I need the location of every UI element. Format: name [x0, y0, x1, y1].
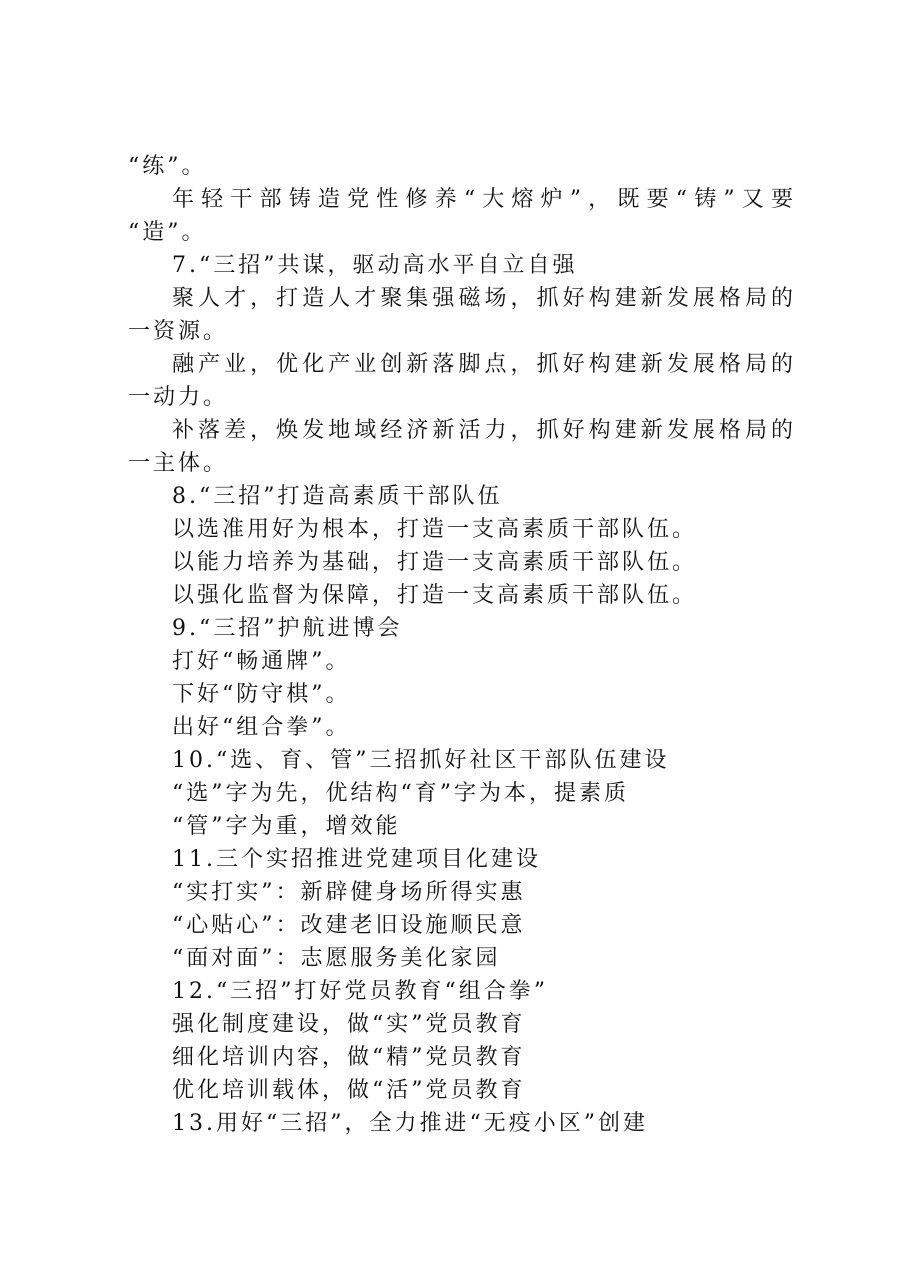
text-line: “造”。 — [128, 220, 207, 245]
text-line: 优化培训载体，做“活”党员教育 — [172, 1078, 526, 1103]
text-line: 年轻干部铸造党性修养“大熔炉”，既要“铸”又要 — [172, 187, 796, 212]
section-heading: 9.“三招”护航进博会 — [172, 616, 403, 641]
document-body — [128, 150, 796, 1140]
text-line: 以能力培养为基础，打造一支高素质干部队伍。 — [172, 550, 698, 575]
text-line: 强化制度建设，做“实”党员教育 — [172, 1012, 526, 1037]
section-heading: 8.“三招”打造高素质干部队伍 — [172, 484, 503, 509]
section-heading: 11.三个实招推进党建项目化建设 — [172, 847, 541, 872]
text-line: 细化培训内容，做“精”党员教育 — [172, 1045, 526, 1070]
text-line: 以强化监督为保障，打造一支高素质干部队伍。 — [172, 583, 698, 608]
text-line: 出好“组合拳”。 — [172, 715, 351, 740]
text-line: “选”字为先，优结构“育”字为本，提素质 — [172, 781, 629, 806]
text-line: “练”。 — [128, 154, 207, 179]
text-line: 下好“防守棋”。 — [172, 682, 351, 707]
text-line: 一动力。 — [128, 385, 229, 410]
text-line: 聚人才，打造人才聚集强磁场，抓好构建新发展格局的 — [172, 286, 796, 311]
text-line: “心贴心”：改建老旧设施顺民意 — [172, 913, 526, 938]
text-line: 融产业，优化产业创新落脚点，抓好构建新发展格局的 — [172, 352, 796, 377]
section-heading: 12.“三招”打好党员教育“组合拳” — [172, 979, 548, 1004]
text-line: 一资源。 — [128, 319, 229, 344]
text-line: 打好“畅通牌”。 — [172, 649, 351, 674]
text-line: “面对面”：志愿服务美化家园 — [172, 946, 501, 971]
text-line: 一主体。 — [128, 451, 229, 476]
text-line: 以选准用好为根本，打造一支高素质干部队伍。 — [172, 517, 698, 542]
text-line: “实打实”：新辟健身场所得实惠 — [172, 880, 526, 905]
section-heading: 10.“选、育、管”三招抓好社区干部队伍建设 — [172, 748, 670, 773]
section-heading: 13.用好“三招”，全力推进“无疫小区”创建 — [172, 1111, 648, 1136]
text-line: “管”字为重，增效能 — [172, 814, 401, 839]
section-heading: 7.“三招”共谋，驱动高水平自立自强 — [172, 253, 578, 278]
text-line: 补落差，焕发地域经济新活力，抓好构建新发展格局的 — [172, 418, 796, 443]
